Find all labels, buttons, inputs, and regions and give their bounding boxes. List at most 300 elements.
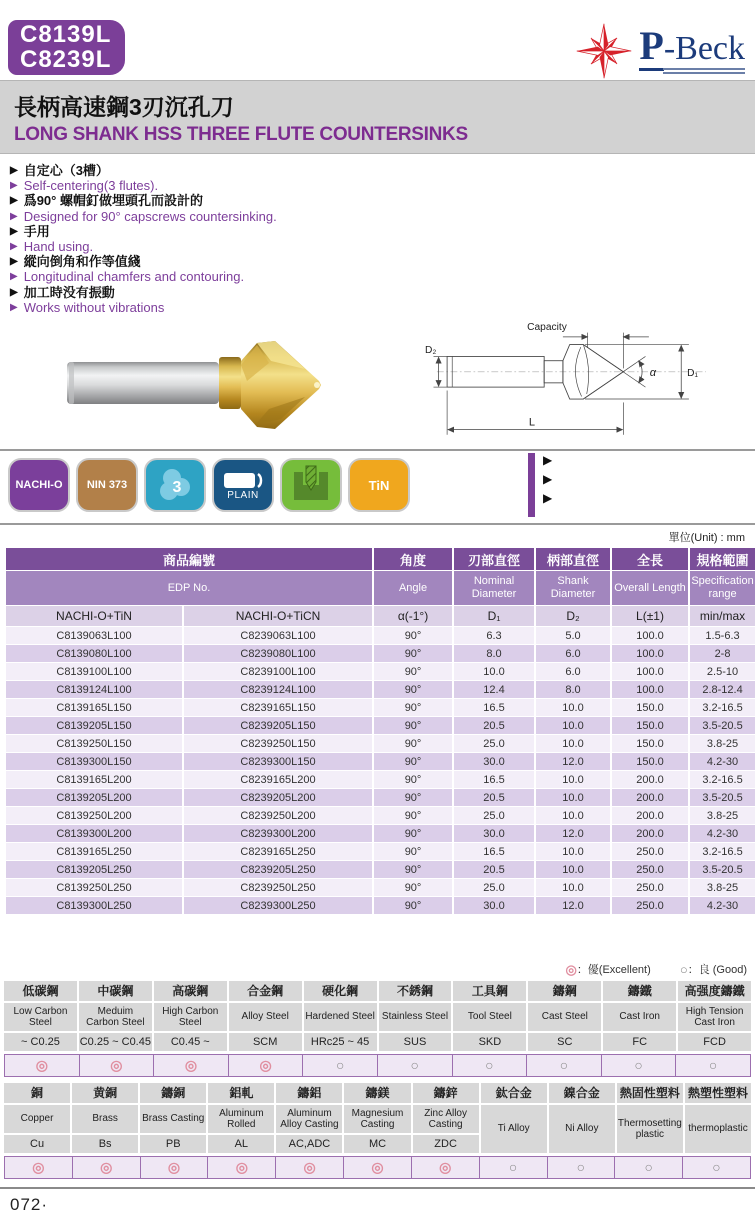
material-code: SC [528,1033,601,1051]
diagram-label-d2: D₂ [424,345,437,357]
material-column [413,1083,479,1153]
material-column [549,1083,615,1153]
col-header-range-en: Specification range [690,571,755,605]
spec-cell: 100.0 [612,681,688,698]
spec-cell: 6.0 [536,645,610,662]
spec-cell: 3.5-20.5 [690,861,755,878]
countersink-photo-image [55,319,385,439]
badges-row [0,451,755,519]
material-code: SKD [453,1033,526,1051]
rating-good-icon: ○ [682,1157,750,1178]
badge-three-flutes [144,458,206,512]
material-name-zh: 鋁軋 [208,1083,274,1103]
feature-text: 自定心（3槽） [23,163,109,178]
material-name-zh: 鑄銅 [140,1083,206,1103]
feature-item [10,240,755,254]
feature-item [10,286,755,300]
material-name-zh: 工具鋼 [453,981,526,1001]
material-name-zh: 黄銅 [72,1083,138,1103]
diagram-label-length: L [528,416,535,429]
material-code: PB [140,1135,206,1153]
spec-cell: 90° [374,645,452,662]
spec-cell: C8139124L100 [6,681,182,698]
material-column [276,1083,342,1153]
brand-underline [663,66,745,74]
col-header-length-zh: 全長 [612,548,688,570]
material-column [229,981,302,1051]
spec-cell: 16.5 [454,771,534,788]
material-header-row [4,1083,751,1153]
spec-row [6,681,755,698]
material-name-en: Brass Casting [140,1105,206,1133]
spec-cell: 90° [374,879,452,896]
spec-cell: 8.0 [454,645,534,662]
spec-cell: 12.0 [536,825,610,842]
countersinking-operation-icon [289,464,333,506]
feature-text: Hand using. [23,239,94,255]
feature-text: Longitudinal chamfers and contouring. [23,269,245,285]
material-code: MC [344,1135,410,1153]
material-code: SUS [379,1033,452,1051]
spec-cell: 2.8-12.4 [690,681,755,698]
spec-cell: C8139165L250 [6,843,182,860]
material-code: ~ C0.25 [4,1033,77,1051]
spec-row [6,627,755,644]
material-name-en: Meduim Carbon Steel [79,1003,152,1031]
spec-cell: 90° [374,843,452,860]
spec-cell: 3.2-16.5 [690,843,755,860]
spec-cell: C8239250L250 [184,879,372,896]
feature-text: 手用 [23,223,50,239]
material-name-zh: 中碳鋼 [79,981,152,1001]
spec-cell: 10.0 [536,807,610,824]
diagram-label-alpha: α [649,367,657,380]
spec-cell: 150.0 [612,735,688,752]
section-bullet-triangles [543,454,552,505]
spec-cell: 4.2-30 [690,897,755,914]
spec-cell: C8139205L200 [6,789,182,806]
spec-cell: 100.0 [612,663,688,680]
spec-cell: 250.0 [612,861,688,878]
spec-cell: C8239165L250 [184,843,372,860]
material-code: Bs [72,1135,138,1153]
spec-cell: C8139165L150 [6,699,182,716]
spec-row [6,825,755,842]
spec-cell: 100.0 [612,627,688,644]
dimension-diagram [400,319,740,445]
spec-cell: 250.0 [612,897,688,914]
feature-text: 加工時没有振動 [23,284,115,300]
legend-excellent-label: ：優(Excellent) [576,964,651,977]
material-name-en: Copper [4,1105,70,1133]
triangle-bullet-icon: ▶ [10,271,18,283]
material-name-zh: 硬化鋼 [304,981,377,1001]
spec-row [6,897,755,914]
spec-cell: 6.0 [536,663,610,680]
material-column [528,981,601,1051]
spec-cell: C8139080L100 [6,645,182,662]
rating-good-icon: ○ [675,1055,750,1076]
sub-header-d1: D₁ [454,606,534,626]
spec-row [6,861,755,878]
spec-cell: 6.3 [454,627,534,644]
triangle-bullet-icon: ▶ [10,301,18,313]
rating-good-icon: ○ [526,1055,601,1076]
material-name-zh: 低碳鋼 [4,981,77,1001]
col-header-edp-en: EDP No. [6,571,372,605]
spec-cell: 25.0 [454,735,534,752]
spec-cell: 5.0 [536,627,610,644]
spec-cell: 3.8-25 [690,807,755,824]
spec-cell: 10.0 [536,771,610,788]
feature-item [10,301,755,315]
rating-excellent-icon: ◎ [72,1157,140,1178]
triangle-bullet-icon: ▶ [10,195,18,207]
triangle-bullet-icon: ▶ [10,180,18,192]
spec-cell: 4.2-30 [690,753,755,770]
triangle-bullet-icon: ▶ [10,165,18,176]
material-name-en: Magnesium Casting [344,1105,410,1133]
spec-cell: 12.4 [454,681,534,698]
spec-cell: C8139205L250 [6,861,182,878]
brand-name-p: P [639,23,663,71]
spec-cell: 10.0 [536,789,610,806]
spec-cell: 2-8 [690,645,755,662]
feature-item [10,210,755,224]
spec-cell: 10.0 [536,861,610,878]
spec-cell: C8239100L100 [184,663,372,680]
feature-list [0,164,755,315]
spec-cell: C8139205L150 [6,717,182,734]
spec-cell: 10.0 [454,663,534,680]
spec-cell: 90° [374,699,452,716]
material-name-zh: 鑄鋅 [413,1083,479,1103]
material-name-en: Aluminum Alloy Casting [276,1105,342,1133]
spec-table [4,547,755,915]
three-flute-cross-section-icon [155,465,195,505]
spec-cell: C8139063L100 [6,627,182,644]
spec-cell: 10.0 [536,717,610,734]
legend-good [680,964,747,976]
material-rating-row [4,1054,751,1077]
spec-cell: 90° [374,825,452,842]
spec-row [6,663,755,680]
badge-plain-shank [212,458,274,512]
triangle-bullet-icon: ▶ [10,210,18,222]
material-code: AL [208,1135,274,1153]
triangle-bullet-icon: ▶ [10,286,18,298]
plain-shank-icon [222,470,264,492]
feature-text: Works without vibrations [23,299,165,315]
triangle-bullet-icon: ▶ [543,491,553,506]
material-name-en: Tool Steel [453,1003,526,1031]
material-column [379,981,452,1051]
material-name-zh: 高强度鑄鐵 [678,981,751,1001]
material-name-en: Ni Alloy [549,1105,615,1153]
dimension-diagram-drawing [400,319,736,445]
spec-cell: 4.2-30 [690,825,755,842]
material-name-zh: 鑄鋁 [276,1083,342,1103]
material-column [4,981,77,1051]
triangle-bullet-icon: ▶ [10,241,18,253]
sub-header-minmax: min/max [690,606,755,626]
spec-cell: C8239250L150 [184,735,372,752]
feature-item [10,194,755,208]
spec-cell: 20.5 [454,789,534,806]
spec-row [6,753,755,770]
spec-row [6,717,755,734]
material-name-zh: 高碳鋼 [154,981,227,1001]
page-header [0,0,755,72]
material-column [453,981,526,1051]
diagram-label-d1: D₁ [687,368,699,380]
rating-excellent-icon: ◎ [35,1057,48,1074]
spec-cell: 90° [374,897,452,914]
sub-header-ticn: NACHI-O+TiCN [184,606,372,626]
material-column [678,981,751,1051]
material-name-zh: 鈦合金 [481,1083,547,1103]
material-code: SCM [229,1033,302,1051]
material-name-zh: 鎳合金 [549,1083,615,1103]
col-header-nominal-zh: 刃部直徑 [454,548,534,570]
material-code: FC [603,1033,676,1051]
rating-excellent-icon: ◎ [140,1157,208,1178]
unit-note: 單位(Unit) : mm [668,532,745,545]
product-photo [0,319,400,445]
material-name-zh: 鑄鎂 [344,1083,410,1103]
material-table-2 [4,1083,751,1179]
material-name-en: Stainless Steel [379,1003,452,1031]
badge-nin-373-label: NIN 373 [86,479,128,492]
spec-row [6,843,755,860]
rating-excellent-icon: ◎ [228,1055,303,1076]
spec-table-body [6,627,755,914]
triangle-bullet-icon: ▶ [10,225,18,237]
legend-excellent [565,964,650,976]
spec-cell: 3.2-16.5 [690,771,755,788]
sub-header-l: L(±1) [612,606,688,626]
material-name-zh: 銅 [4,1083,70,1103]
feature-text: 爲90° 螺帽釘做埋頭孔而設計的 [23,193,203,209]
legend-good-label: ：良 (Good) [687,964,747,977]
rating-excellent-icon: ◎ [79,1055,154,1076]
spec-cell: 200.0 [612,825,688,842]
spec-cell: 3.8-25 [690,879,755,896]
material-name-en: Low Carbon Steel [4,1003,77,1031]
rating-excellent-icon: ◎ [153,1055,228,1076]
spec-row [6,879,755,896]
model-number-box [8,20,125,75]
spec-cell: 3.2-16.5 [690,699,755,716]
material-name-en: High Carbon Steel [154,1003,227,1031]
badge-nachi-o [8,458,70,512]
material-code: C0.25 ~ C0.45 [79,1033,152,1051]
model-number-1: C8139L [20,21,112,48]
spec-cell: 30.0 [454,825,534,842]
page-number: 072· [10,1195,49,1215]
page-title-zh: 長柄高速鋼3刃沉孔刀 [14,94,234,120]
material-name-en: High Tension Cast Iron [678,1003,751,1031]
spec-cell: 90° [374,789,452,806]
material-code: Cu [4,1135,70,1153]
spec-cell: 25.0 [454,807,534,824]
sub-header-d2: D₂ [536,606,610,626]
spec-cell: C8239165L200 [184,771,372,788]
rating-excellent-icon: ◎ [565,962,577,978]
feature-item [10,179,755,193]
spec-cell: 250.0 [612,879,688,896]
brand-logo [575,22,745,80]
material-code: HRc25 ~ 45 [304,1033,377,1051]
badge-tin-coating [348,458,410,512]
rating-good-icon: ○ [601,1055,676,1076]
spec-cell: C8139300L250 [6,897,182,914]
spec-cell: C8239205L150 [184,717,372,734]
rating-legend [0,961,747,978]
spec-cell: 3.8-25 [690,735,755,752]
col-header-angle-zh: 角度 [374,548,452,570]
spec-cell: 90° [374,753,452,770]
material-column [140,1083,206,1153]
material-rating-row [4,1156,751,1179]
material-name-en: Aluminum Rolled [208,1105,274,1133]
spec-cell: C8239205L250 [184,861,372,878]
brand-name-beck: Beck [675,29,745,67]
badge-countersinking [280,458,342,512]
spec-cell: 250.0 [612,843,688,860]
spec-cell: 10.0 [536,699,610,716]
material-name-zh: 鑄鋼 [528,981,601,1001]
feature-item [10,270,755,284]
spec-cell: 90° [374,627,452,644]
spec-cell: 16.5 [454,843,534,860]
badge-nin-373 [76,458,138,512]
spec-cell: C8139250L250 [6,879,182,896]
spec-row [6,699,755,716]
spec-cell: 150.0 [612,753,688,770]
spec-cell: C8239250L200 [184,807,372,824]
rating-excellent-icon: ◎ [411,1157,479,1178]
page-title-en: LONG SHANK HSS THREE FLUTE COUNTERSINKS [14,124,468,145]
spec-cell: 100.0 [612,645,688,662]
spec-cell: 30.0 [454,897,534,914]
spec-cell: 10.0 [536,735,610,752]
rating-excellent-icon: ◎ [32,1159,45,1176]
material-name-en: Alloy Steel [229,1003,302,1031]
spec-cell: 200.0 [612,771,688,788]
badge-three-label: 3 [172,479,182,497]
spec-cell: C8139300L150 [6,753,182,770]
material-name-zh: 鑄鐵 [603,981,676,1001]
spec-cell: 90° [374,717,452,734]
spec-cell: 200.0 [612,789,688,806]
feature-item [10,164,755,178]
material-name-en: Brass [72,1105,138,1133]
spec-cell: 3.5-20.5 [690,789,755,806]
material-column [208,1083,274,1153]
spec-cell: C8239300L250 [184,897,372,914]
material-column [603,981,676,1051]
spec-cell: 90° [374,735,452,752]
spec-row [6,789,755,806]
brand-name [639,22,745,74]
spec-cell: 2.5-10 [690,663,755,680]
rating-excellent-icon: ◎ [207,1157,275,1178]
col-header-shank-en: Shank Diameter [536,571,610,605]
spec-cell: C8139165L200 [6,771,182,788]
material-name-en: Thermosetting plastic [617,1105,683,1153]
spec-cell: C8139250L200 [6,807,182,824]
material-name-en: Hardened Steel [304,1003,377,1031]
material-name-en: Cast Iron [603,1003,676,1031]
sub-header-alpha: α(-1°) [374,606,452,626]
col-header-length-en: Overall Length [612,571,688,605]
material-name-zh: 熱固性塑料 [617,1083,683,1103]
spec-cell: C8139100L100 [6,663,182,680]
material-column [617,1083,683,1153]
spec-cell: 90° [374,771,452,788]
badge-nachi-o-label: NACHI-O [15,479,63,492]
material-name-zh: 不銹鋼 [379,981,452,1001]
material-column [72,1083,138,1153]
material-column [154,981,227,1051]
spec-cell: C8139300L200 [6,825,182,842]
spec-cell: 10.0 [536,843,610,860]
material-column [481,1083,547,1153]
spec-row [6,735,755,752]
spec-cell: 90° [374,681,452,698]
spec-table-header [6,548,755,626]
rating-excellent-icon: ◎ [343,1157,411,1178]
spec-row [6,771,755,788]
badge-tin-label: TiN [368,477,390,493]
spec-cell: 12.0 [536,897,610,914]
spec-cell: 20.5 [454,861,534,878]
sub-header-tin: NACHI-O+TiN [6,606,182,626]
col-header-edp-zh: 商品編號 [6,548,372,570]
rating-excellent-icon: ◎ [275,1157,343,1178]
spec-cell: 30.0 [454,753,534,770]
material-column [79,981,152,1051]
material-column [344,1083,410,1153]
spec-row [6,645,755,662]
material-name-en: Ti Alloy [481,1105,547,1153]
rating-good-icon: ○ [614,1157,682,1178]
spec-row [6,807,755,824]
feature-item [10,225,755,239]
model-number-2: C8239L [20,46,112,73]
section-indicator-bar [528,453,535,517]
spec-cell: 150.0 [612,717,688,734]
spec-cell: 20.5 [454,717,534,734]
rating-good-icon: ○ [479,1157,547,1178]
col-header-range-zh: 規格範圍 [690,548,755,570]
material-name-zh: 熱塑性塑料 [685,1083,751,1103]
material-code: AC,ADC [276,1135,342,1153]
spec-cell: 90° [374,861,452,878]
material-column [304,981,377,1051]
material-column [685,1083,751,1153]
rating-good-icon: ○ [377,1055,452,1076]
spec-cell: 16.5 [454,699,534,716]
spec-cell: 200.0 [612,807,688,824]
feature-item [10,255,755,269]
spec-cell: 90° [374,663,452,680]
spec-cell: C8239063L100 [184,627,372,644]
spec-cell: C8239165L150 [184,699,372,716]
material-name-en: Zinc Alloy Casting [413,1105,479,1133]
title-band [0,80,755,154]
